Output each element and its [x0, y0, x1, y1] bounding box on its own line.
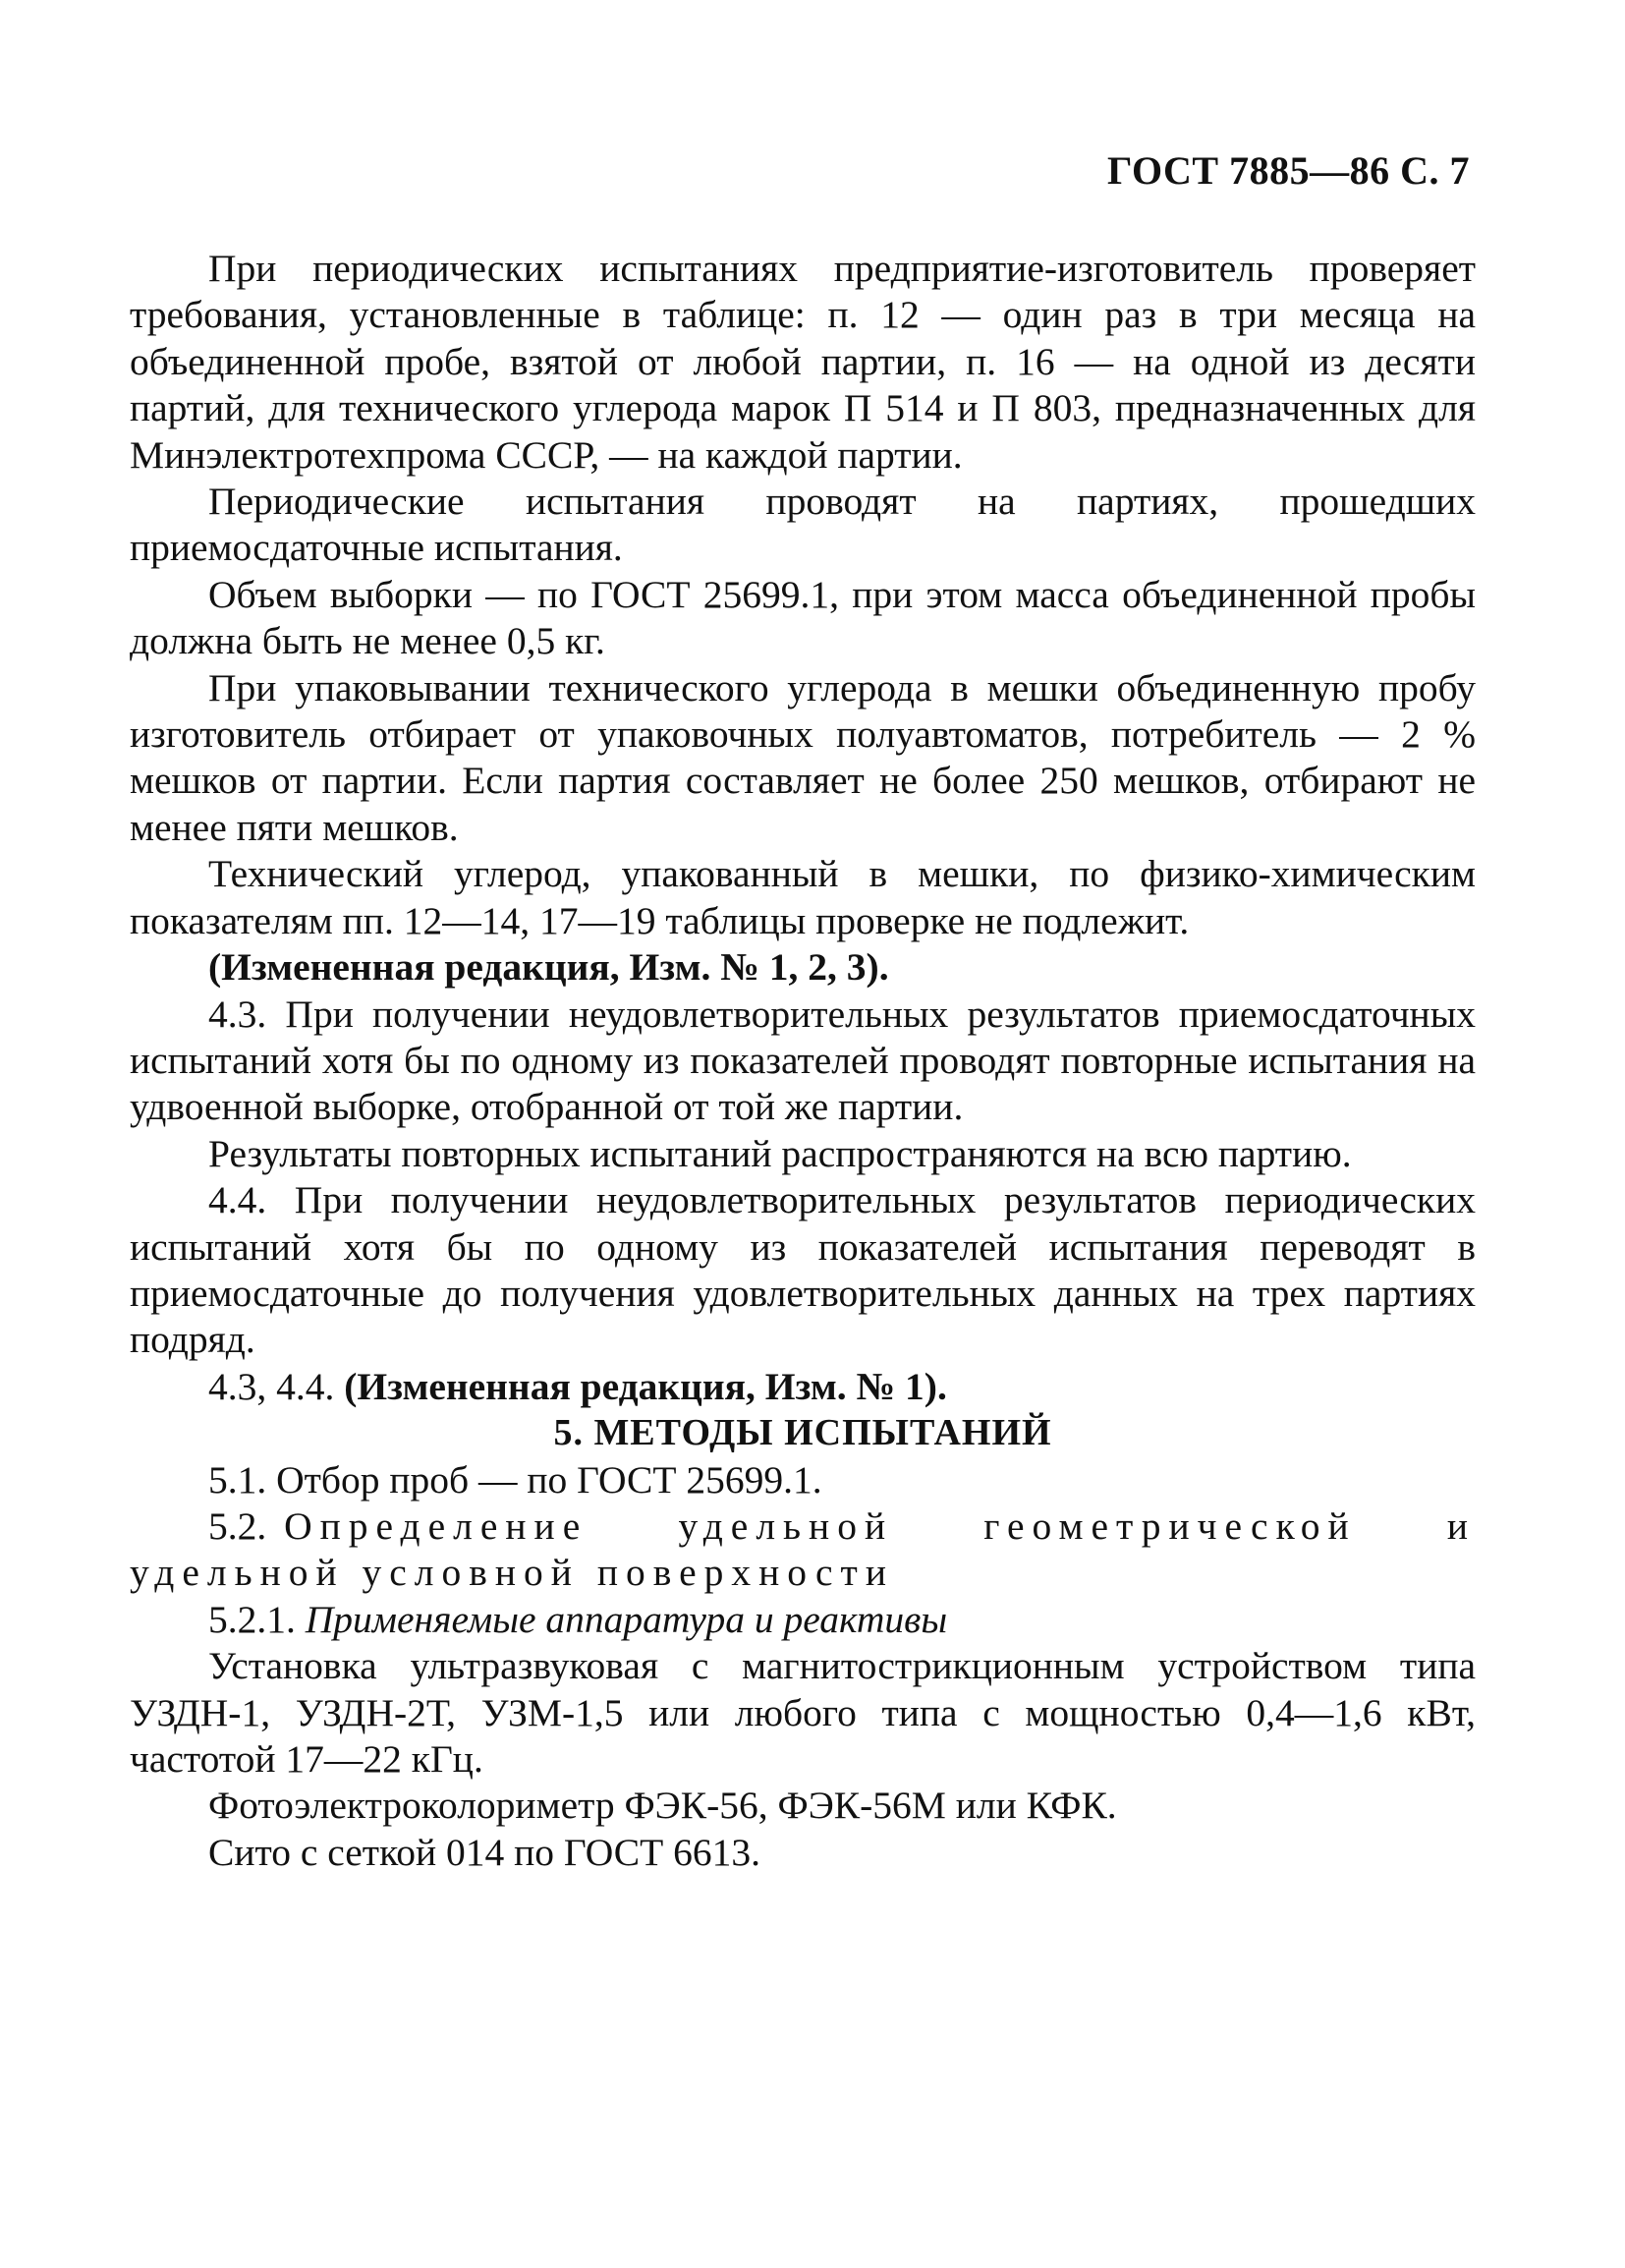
clause-5-2-number: 5.2. — [208, 1503, 267, 1548]
paragraph-sieve: Сито с сеткой 014 по ГОСТ 6613. — [208, 1830, 760, 1874]
clause-5-2-1-title: Применяемые аппаратура и реактивы — [305, 1597, 948, 1641]
clause-5-2-word-1: Определение — [284, 1503, 588, 1548]
paragraph-bagged-carbon: Технический углерод, упакованный в мешки, по физико-химическим показателям пп. 12—14, 17—19 таблицы проверке не подлежит. — [130, 852, 1476, 942]
clause-5-2-1-number: 5.2.1. — [208, 1597, 296, 1641]
amendment-note-1-2-3: (Измененная редакция, Изм. № 1, 2, 3). — [208, 945, 889, 990]
paragraph-periodic-lots: Периодические испытания проводят на партиях, прошедших приемосдаточные испытания. — [130, 480, 1476, 570]
paragraph-ultrasonic-unit: Установка ультразвуковая с магнитострикционным устройством типа УЗДН-1, УЗДН-2Т, УЗМ-1,5 или любого типа с мощностью 0,4—1,6 кВт, частотой 17—22 кГц. — [130, 1644, 1476, 1781]
clause-5-2-word-3: геометрической — [983, 1503, 1357, 1548]
section-title-test-methods: 5. МЕТОДЫ ИСПЫТАНИЙ — [553, 1412, 1052, 1454]
paragraph-repeat-results: Результаты повторных испытаний распространяются на всю партию. — [208, 1131, 1352, 1175]
paragraph-photocolorimeter: Фотоэлектроколориметр ФЭК-56, ФЭК-56М или КФК. — [208, 1784, 1117, 1828]
clause-5-1: 5.1. Отбор проб — по ГОСТ 25699.1. — [208, 1457, 822, 1502]
running-header: ГОСТ 7885—86 С. 7 — [1106, 148, 1470, 193]
clause-4-4: 4.4. При получении неудовлетворительных результатов периодических испытаний хотя бы по одному из показателей испытания переводят в приемосдаточные до получения удовлетворительных данных на трех партиях подряд. — [130, 1178, 1476, 1362]
clause-4-3: 4.3. При получении неудовлетворительных результатов приемосдаточных испытаний хотя бы по одному из показателей проводят повторные испытания на удвоенной выборке, отобранной от той же партии. — [130, 992, 1476, 1129]
amendment-text: (Измененная редакция, Изм. № 1). — [344, 1364, 947, 1408]
clause-5-2-heading — [130, 1503, 1476, 1550]
paragraph-bag-sampling: При упаковывании технического углерода в мешки объединенную пробу изготовитель отбирает от упаковочных полуавтоматов, потребитель — 2 % мешков от партии. Если партия составляет не более 250 мешков, отбирают не менее пяти мешков. — [130, 665, 1476, 849]
clause-5-2-word-4: и — [1446, 1503, 1476, 1548]
amendment-clause-numbers: 4.3, 4.4. — [208, 1364, 335, 1408]
paragraph-sample-size: Объем выборки — по ГОСТ 25699.1, при этом масса объединенной пробы должна быть не менее 0,5 кг. — [130, 572, 1476, 663]
amendment-note-4-3-4-4 — [130, 1364, 1476, 1410]
clause-5-2-1 — [130, 1597, 1476, 1643]
clause-5-2-heading-line-2: удельной условной поверхности — [130, 1551, 894, 1595]
clause-5-2-word-2: удельной — [678, 1503, 894, 1548]
paragraph-periodic-tests: При периодических испытаниях предприятие-изготовитель проверяет требования, установленные в таблице: п. 12 — один раз в три месяца на объединенной пробе, взятой от любой партии, п. 16 — на одной из десяти партий, для технического углерода марок П 514 и П 803, предназначенных для Минэлектротехпрома СССР, — на каждой партии. — [130, 247, 1476, 477]
page-body — [130, 246, 1476, 1876]
